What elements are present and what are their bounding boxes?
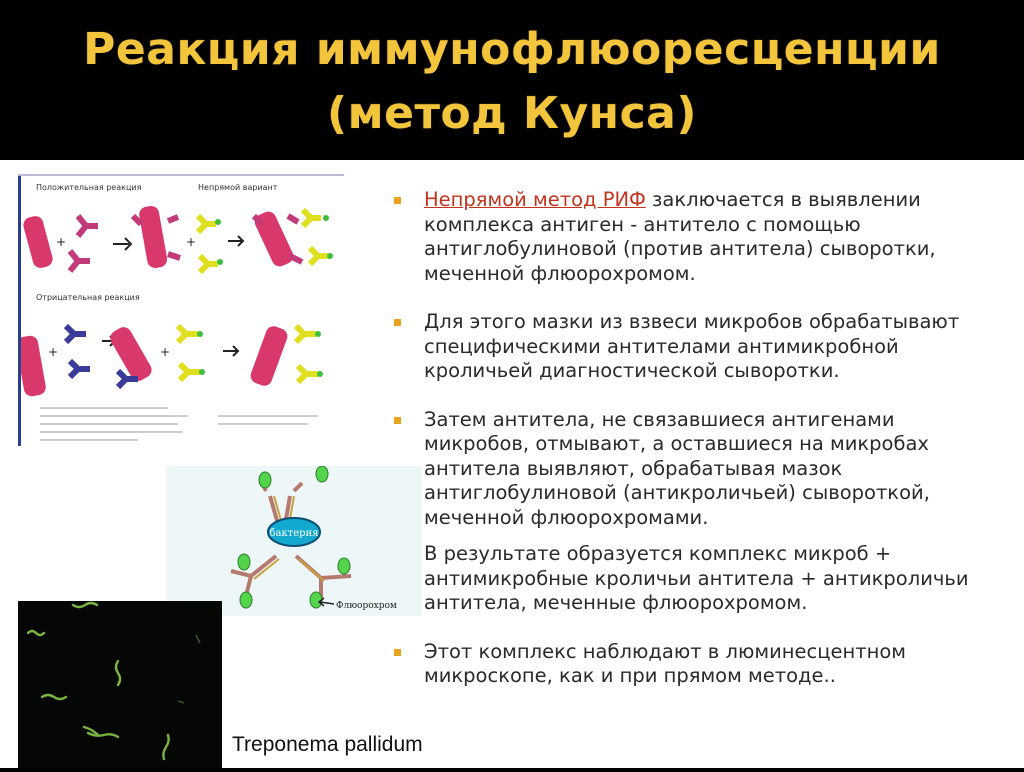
bacterium-shape: [18, 335, 47, 398]
svg-text:+: +: [160, 345, 171, 359]
reaction-schematic-svg: [18, 176, 344, 448]
reaction-schematic-image: [18, 174, 344, 448]
micrograph-caption: Treponema pallidum: [232, 733, 423, 756]
bacterium-shape: [248, 324, 289, 388]
arrow-icon: [228, 236, 243, 246]
arrow-icon: [113, 238, 131, 250]
fluorochrome-diagram-svg: [166, 466, 422, 616]
treponema-micrograph: [18, 601, 222, 768]
bullet-marker: [394, 649, 401, 656]
labeled-antibody-shape: [198, 216, 216, 232]
antibody-shape: [70, 251, 90, 271]
bullet-text: Для этого мазки из взвеси микробов обрабатывают специфическими антителами антимикробной кроличьей диагностической сыворотки.: [424, 310, 960, 382]
indirect-variant-label: Непрямой вариант: [198, 183, 278, 192]
svg-text:+: +: [48, 345, 59, 359]
indirect-method-link[interactable]: Непрямой метод РИФ: [424, 188, 646, 211]
fluorochrome-diagram-image: [166, 466, 422, 616]
bullet-item: [394, 640, 1004, 689]
slide-title-line1: Реакция иммунофлюоресценции: [83, 24, 941, 75]
arrow-icon: [223, 346, 238, 356]
microscope-image: [18, 601, 222, 768]
plus-sign: +: [56, 235, 67, 249]
negative-reaction-label: Отрицательная реакция: [36, 293, 140, 302]
bullet-marker: [394, 417, 401, 424]
bullet-item: [394, 188, 1004, 286]
title-bar: [0, 0, 1024, 160]
left-edge-bar: [18, 176, 21, 446]
bacterium-label: бактерия: [269, 528, 319, 539]
bullet-item: [394, 408, 1004, 531]
bullet-list: [394, 188, 1004, 713]
bullet-text: Затем антитела, не связавшиеся антигенами микробов, отмывают, а оставшиеся на микробах антитела выявляют, обрабатывая мазок антиглобулиновой (антикроличьей) сывороткой, меченной флюорохромами.: [424, 407, 930, 529]
svg-text:+: +: [186, 235, 197, 249]
bullet-item: [394, 310, 1004, 384]
antibody-shape: [78, 216, 98, 236]
bacterium-shape: [138, 205, 168, 270]
positive-reaction-label: Положительная реакция: [36, 183, 142, 192]
slide-title-line2: (метод Кунса): [327, 88, 697, 139]
bullet-text: Этот комплекс наблюдают в люминесцентном микроскопе, как и при прямом методе..: [424, 639, 906, 687]
bacterium-shape: [22, 214, 55, 269]
fluorochrome-label: Флюорохром: [336, 601, 397, 611]
legend-lines: [40, 408, 318, 440]
bacterium-shape: [107, 324, 154, 383]
bullet-marker: [394, 319, 401, 326]
antibody-shape: [66, 326, 86, 342]
bullet-text: В результате образуется комплекс микроб + антимикробные кроличьи антитела + антикроличьи антитела, меченные флюорохромом.: [424, 542, 969, 614]
labeled-antibody-shape: [200, 256, 218, 272]
bullet-item: [394, 542, 1004, 616]
bullet-marker: [394, 197, 401, 204]
bullet-text: заключается в выявлении комплекса антиген - антитело с помощью антиглобулиновой (против антитела) сыворотки, меченной флюорохромом.: [424, 188, 936, 285]
